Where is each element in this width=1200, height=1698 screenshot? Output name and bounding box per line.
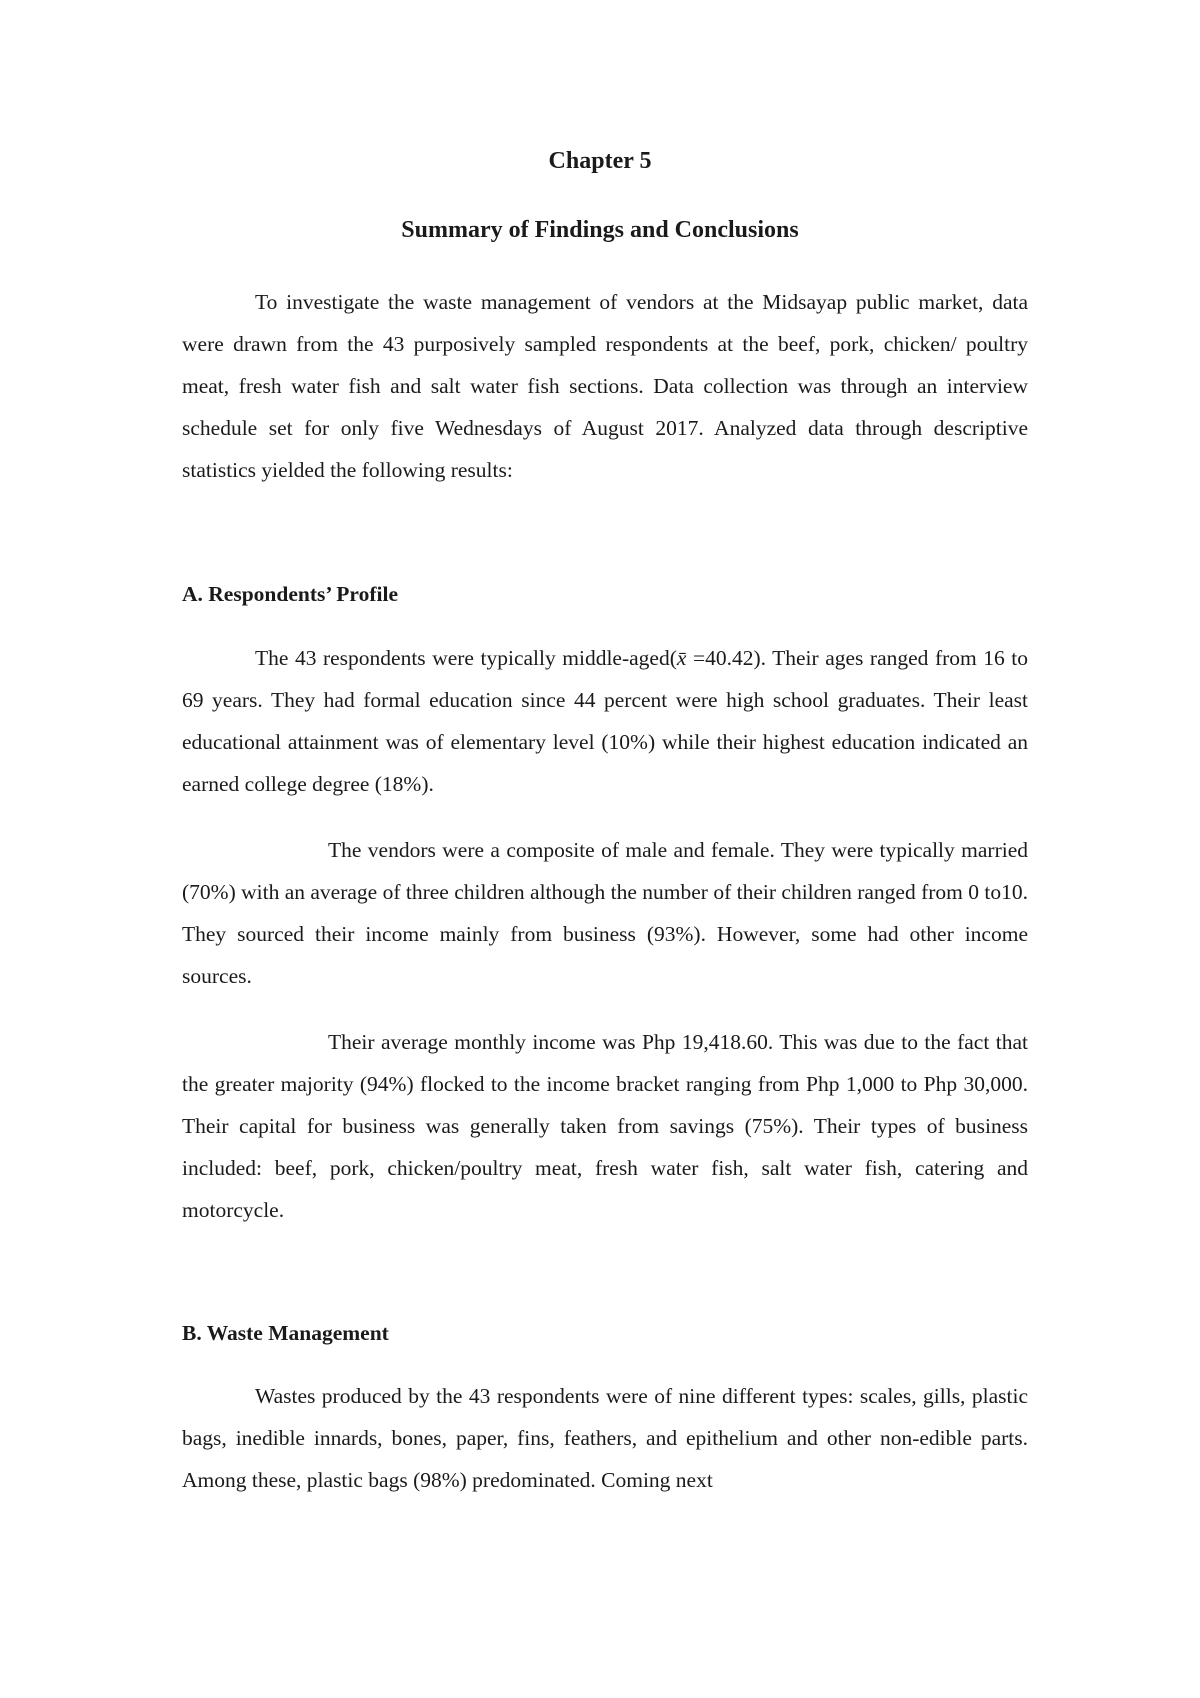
profile-paragraph-1-start: The 43 respondents were typically middle-aged(	[255, 646, 677, 670]
mean-symbol: x̄	[676, 646, 687, 670]
profile-paragraph-3: Their average monthly income was Php 19,418.60. This was due to the fact that the greater majority (94%) flocked to the income bracket ranging from Php 1,000 to Php 30,000. Their capital for business was generally taken from savings (75%). Their types of business included: beef, pork, chicken/poultry meat, fresh water fish, salt water fish, catering and motorcycle.	[182, 1030, 1028, 1222]
waste-paragraph-1: Wastes produced by the 43 respondents were of nine different types: scales, gills, plastic bags, inedible innards, bones, paper, fins, feathers, and epithelium and other non-edible parts. Among these, plastic bags (98%) predominated. Coming next	[182, 1384, 1028, 1492]
chapter-heading: Chapter 5	[548, 148, 652, 174]
intro-paragraph: To investigate the waste management of vendors at the Midsayap public market, data were drawn from the 43 purposively sampled respondents at the beef, pork, chicken/ poultry meat, fresh water fish and salt water fish sections. Data collection was through an interview schedule set for only five Wednesdays of August 2017. Analyzed data through descriptive statistics yielded the following results:	[182, 290, 1028, 482]
section-b-heading: B. Waste Management	[182, 1321, 389, 1345]
profile-paragraph-1	[182, 637, 1028, 805]
page-title: Summary of Findings and Conclusions	[401, 217, 799, 243]
section-a-heading: A. Respondents’ Profile	[182, 582, 398, 606]
profile-paragraph-2: The vendors were a composite of male and female. They were typically married (70%) with an average of three children although the number of their children ranged from 0 to10. They sourced their income mainly from business (93%). However, some had other income sources.	[182, 838, 1028, 988]
profile-paragraph-1-end: =40.42). Their ages ranged from 16 to 69 years. They had formal education since 44 percent were high school graduates. Their least educational attainment was of elementary level (10%) while their highest education indicated an earned college degree (18%).	[182, 646, 1029, 796]
